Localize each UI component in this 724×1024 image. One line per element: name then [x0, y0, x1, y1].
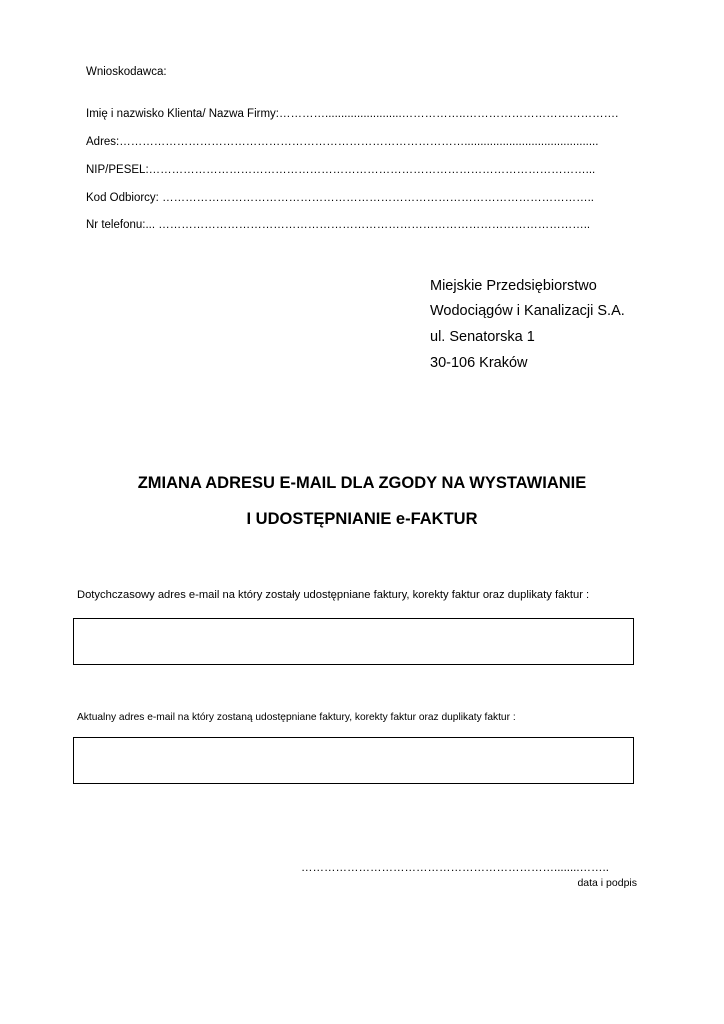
recipient-line-4: 30-106 Kraków [430, 355, 528, 371]
field-customer-code[interactable]: Kod Odbiorcy: ………………………………………………………………………………………………….. [86, 192, 594, 204]
field-address[interactable]: Adres:……………………………………………………………………………….......................................... [86, 136, 599, 148]
previous-email-box[interactable] [73, 618, 634, 665]
signature-label: data i podpis [577, 877, 637, 889]
recipient-line-1: Miejskie Przedsiębiorstwo [430, 278, 597, 294]
current-email-box[interactable] [73, 737, 634, 784]
signature-line[interactable]: …………………………………………………………........…….. [301, 862, 609, 874]
field-phone[interactable]: Nr telefonu:... ………………………………………………………………………………………………….. [86, 219, 591, 231]
recipient-line-2: Wodociągów i Kanalizacji S.A. [430, 303, 625, 319]
field-nip-pesel[interactable]: NIP/PESEL:……………………………………………………………………………………………………... [86, 164, 596, 176]
current-email-label: Aktualny adres e-mail na który zostaną udostępniane faktury, korekty faktur oraz duplikaty faktur : [77, 712, 516, 723]
document-title-line-2: I UDOSTĘPNIANIE e-FAKTUR [246, 510, 478, 528]
recipient-line-3: ul. Senatorska 1 [430, 329, 535, 345]
previous-email-label: Dotychczasowy adres e-mail na który zostały udostępniane faktury, korekty faktur oraz duplikaty faktur : [77, 589, 590, 601]
field-client-name[interactable]: Imię i nazwisko Klienta/ Nazwa Firmy:…………........................……………..…………………………………. [86, 108, 619, 120]
applicant-heading: Wnioskodawca: [86, 66, 167, 78]
document-title-line-1: ZMIANA ADRESU E-MAIL DLA ZGODY NA WYSTAWIANIE [137, 474, 587, 492]
